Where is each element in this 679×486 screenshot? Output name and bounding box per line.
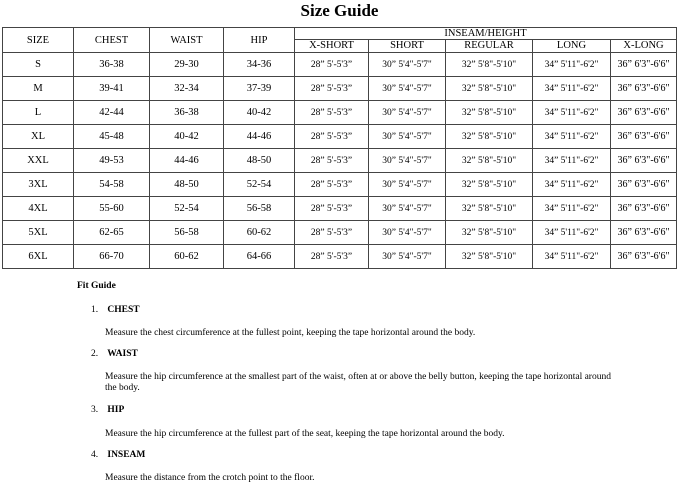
cell-x-long: 36” 6'3"-6'6" bbox=[611, 221, 677, 245]
table-row bbox=[3, 197, 677, 221]
cell-x-short: 28” 5'-5'3” bbox=[295, 149, 369, 173]
fit-item-number: 3. bbox=[91, 405, 99, 415]
cell-short: 30” 5'4"-5'7" bbox=[369, 221, 446, 245]
table-row bbox=[3, 53, 677, 77]
cell-regular: 32” 5'8"-5'10" bbox=[446, 197, 533, 221]
fit-item-heading: CHEST bbox=[107, 305, 140, 315]
cell-chest: 49-53 bbox=[74, 149, 150, 173]
header-short: SHORT bbox=[369, 40, 446, 53]
cell-chest: 54-58 bbox=[74, 173, 150, 197]
cell-hip: 44-46 bbox=[224, 125, 295, 149]
cell-long: 34” 5'11"-6'2" bbox=[533, 77, 611, 101]
fit-item-hip-text: Measure the hip circumference at the fullest part of the seat, keeping the tape horizontal around the body. bbox=[105, 429, 505, 439]
cell-waist: 48-50 bbox=[150, 173, 224, 197]
cell-size: 6XL bbox=[3, 245, 74, 269]
cell-long: 34” 5'11"-6'2" bbox=[533, 101, 611, 125]
cell-chest: 39-41 bbox=[74, 77, 150, 101]
cell-x-short: 28” 5'-5'3” bbox=[295, 53, 369, 77]
cell-short: 30” 5'4"-5'7" bbox=[369, 173, 446, 197]
cell-size: XL bbox=[3, 125, 74, 149]
cell-chest: 45-48 bbox=[74, 125, 150, 149]
cell-x-long: 36” 6'3"-6'6" bbox=[611, 101, 677, 125]
cell-hip: 34-36 bbox=[224, 53, 295, 77]
cell-x-long: 36” 6'3"-6'6" bbox=[611, 149, 677, 173]
cell-size: 4XL bbox=[3, 197, 74, 221]
fit-item-heading: HIP bbox=[107, 405, 125, 415]
cell-size: L bbox=[3, 101, 74, 125]
header-hip: HIP bbox=[224, 28, 295, 53]
header-x-short: X-SHORT bbox=[295, 40, 369, 53]
fit-item-number: 4. bbox=[91, 450, 99, 460]
header-regular: REGULAR bbox=[446, 40, 533, 53]
cell-short: 30” 5'4"-5'7" bbox=[369, 125, 446, 149]
cell-x-short: 28” 5'-5'3” bbox=[295, 125, 369, 149]
cell-chest: 42-44 bbox=[74, 101, 150, 125]
cell-x-long: 36” 6'3"-6'6" bbox=[611, 173, 677, 197]
cell-size: M bbox=[3, 77, 74, 101]
cell-short: 30” 5'4"-5'7" bbox=[369, 245, 446, 269]
cell-long: 34” 5'11"-6'2" bbox=[533, 197, 611, 221]
cell-chest: 55-60 bbox=[74, 197, 150, 221]
cell-hip: 64-66 bbox=[224, 245, 295, 269]
cell-waist: 56-58 bbox=[150, 221, 224, 245]
header-long: LONG bbox=[533, 40, 611, 53]
cell-x-long: 36” 6'3"-6'6" bbox=[611, 125, 677, 149]
cell-waist: 29-30 bbox=[150, 53, 224, 77]
table-row bbox=[3, 101, 677, 125]
size-table bbox=[2, 27, 677, 269]
cell-size: XXL bbox=[3, 149, 74, 173]
cell-x-short: 28” 5'-5'3” bbox=[295, 197, 369, 221]
cell-waist: 32-34 bbox=[150, 77, 224, 101]
header-size: SIZE bbox=[3, 28, 74, 53]
table-row bbox=[3, 125, 677, 149]
cell-waist: 36-38 bbox=[150, 101, 224, 125]
cell-regular: 32” 5'8"-5'10" bbox=[446, 125, 533, 149]
cell-short: 30” 5'4"-5'7" bbox=[369, 101, 446, 125]
cell-size: S bbox=[3, 53, 74, 77]
table-row bbox=[3, 173, 677, 197]
cell-chest: 66-70 bbox=[74, 245, 150, 269]
cell-regular: 32” 5'8"-5'10" bbox=[446, 149, 533, 173]
cell-short: 30” 5'4"-5'7" bbox=[369, 149, 446, 173]
cell-x-short: 28” 5'-5'3” bbox=[295, 245, 369, 269]
cell-hip: 40-42 bbox=[224, 101, 295, 125]
cell-regular: 32” 5'8"-5'10" bbox=[446, 221, 533, 245]
cell-long: 34” 5'11"-6'2" bbox=[533, 245, 611, 269]
table-header-row bbox=[3, 28, 677, 40]
cell-x-short: 28” 5'-5'3” bbox=[295, 173, 369, 197]
cell-regular: 32” 5'8"-5'10" bbox=[446, 53, 533, 77]
cell-long: 34” 5'11"-6'2" bbox=[533, 173, 611, 197]
cell-x-short: 28” 5'-5'3” bbox=[295, 101, 369, 125]
fit-item-hip-heading bbox=[91, 405, 124, 416]
fit-item-chest-text: Measure the chest circumference at the fullest point, keeping the tape horizontal around the body. bbox=[105, 328, 476, 338]
cell-long: 34” 5'11"-6'2" bbox=[533, 149, 611, 173]
fit-item-heading: WAIST bbox=[107, 349, 138, 359]
cell-hip: 52-54 bbox=[224, 173, 295, 197]
table-row bbox=[3, 77, 677, 101]
cell-x-short: 28” 5'-5'3” bbox=[295, 77, 369, 101]
header-chest: CHEST bbox=[74, 28, 150, 53]
fit-item-waist-heading bbox=[91, 349, 138, 360]
cell-regular: 32” 5'8"-5'10" bbox=[446, 173, 533, 197]
table-row bbox=[3, 221, 677, 245]
fit-item-inseam-text: Measure the distance from the crotch point to the floor. bbox=[105, 473, 315, 483]
header-inseam-height: INSEAM/HEIGHT bbox=[295, 28, 677, 40]
cell-waist: 52-54 bbox=[150, 197, 224, 221]
table-row bbox=[3, 245, 677, 269]
cell-size: 3XL bbox=[3, 173, 74, 197]
cell-waist: 40-42 bbox=[150, 125, 224, 149]
cell-x-long: 36” 6'3"-6'6" bbox=[611, 77, 677, 101]
cell-hip: 60-62 bbox=[224, 221, 295, 245]
fit-item-number: 2. bbox=[91, 349, 99, 359]
fit-item-chest-heading bbox=[91, 305, 140, 316]
cell-x-short: 28” 5'-5'3” bbox=[295, 221, 369, 245]
cell-short: 30” 5'4"-5'7" bbox=[369, 77, 446, 101]
cell-long: 34” 5'11"-6'2" bbox=[533, 221, 611, 245]
cell-hip: 37-39 bbox=[224, 77, 295, 101]
cell-hip: 56-58 bbox=[224, 197, 295, 221]
cell-long: 34” 5'11"-6'2" bbox=[533, 53, 611, 77]
cell-x-long: 36” 6'3"-6'6" bbox=[611, 197, 677, 221]
fit-item-waist-text: Measure the hip circumference at the smallest part of the waist, often at or above the belly button, keeping the tape horizontal around the body. bbox=[105, 372, 611, 393]
cell-waist: 60-62 bbox=[150, 245, 224, 269]
cell-short: 30” 5'4"-5'7" bbox=[369, 197, 446, 221]
cell-size: 5XL bbox=[3, 221, 74, 245]
fit-item-inseam-heading bbox=[91, 450, 145, 461]
cell-short: 30” 5'4"-5'7" bbox=[369, 53, 446, 77]
fit-item-heading: INSEAM bbox=[107, 450, 146, 460]
cell-long: 34” 5'11"-6'2" bbox=[533, 125, 611, 149]
cell-x-long: 36” 6'3"-6'6" bbox=[611, 245, 677, 269]
header-waist: WAIST bbox=[150, 28, 224, 53]
table-row bbox=[3, 149, 677, 173]
fit-guide-title: Fit Guide bbox=[77, 281, 116, 291]
fit-item-number: 1. bbox=[91, 305, 99, 315]
header-x-long: X-LONG bbox=[611, 40, 677, 53]
cell-x-long: 36” 6'3"-6'6" bbox=[611, 53, 677, 77]
cell-regular: 32” 5'8"-5'10" bbox=[446, 77, 533, 101]
cell-regular: 32” 5'8"-5'10" bbox=[446, 245, 533, 269]
page-title: Size Guide bbox=[300, 1, 379, 20]
cell-hip: 48-50 bbox=[224, 149, 295, 173]
cell-chest: 62-65 bbox=[74, 221, 150, 245]
cell-regular: 32” 5'8"-5'10" bbox=[446, 101, 533, 125]
cell-chest: 36-38 bbox=[74, 53, 150, 77]
cell-waist: 44-46 bbox=[150, 149, 224, 173]
